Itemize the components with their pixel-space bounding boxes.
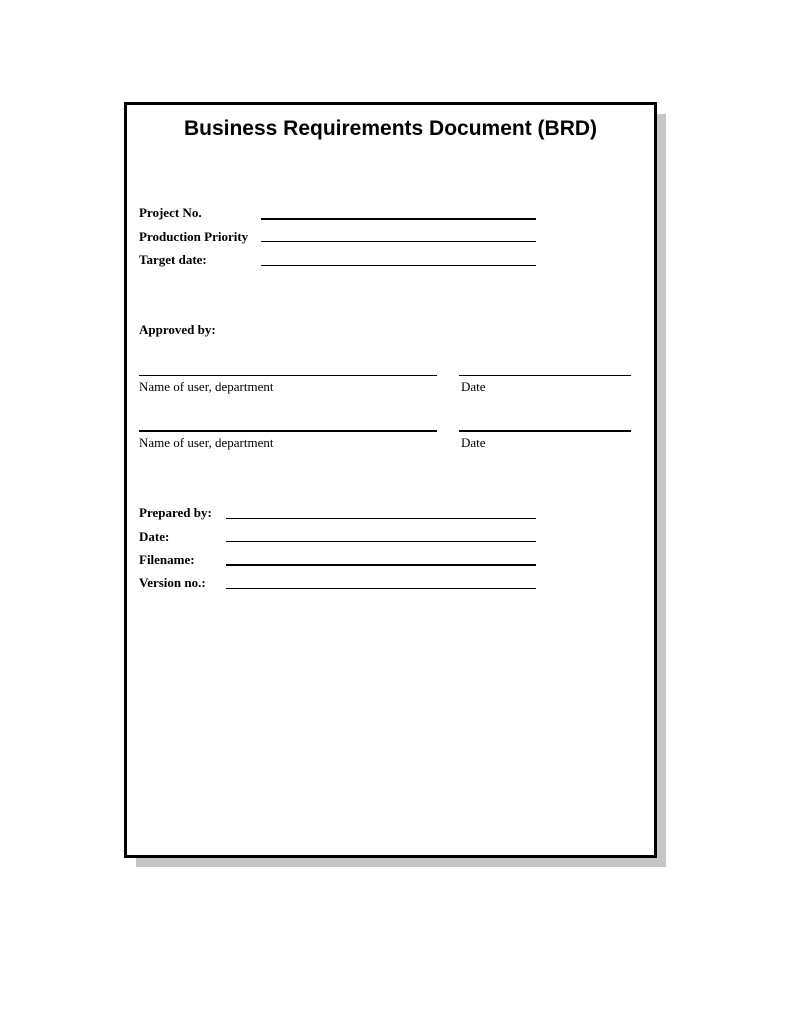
prepared-by-field[interactable] (226, 518, 536, 519)
version-no-label: Version no.: (139, 575, 206, 590)
date-field[interactable] (226, 541, 536, 542)
approver-1-date-caption: Date (461, 379, 486, 394)
project-no-label: Project No. (139, 205, 202, 220)
date-label: Date: (139, 529, 170, 544)
approved-by-heading: Approved by: (139, 322, 216, 337)
project-no-field[interactable] (261, 218, 536, 220)
prepared-by-label: Prepared by: (139, 505, 212, 520)
approver-2-date-line[interactable] (459, 430, 631, 432)
approver-2-signature-line[interactable] (139, 430, 437, 432)
approver-2-name-caption: Name of user, department (139, 435, 274, 450)
approver-1-name-caption: Name of user, department (139, 379, 274, 394)
document-page (124, 102, 657, 858)
filename-label: Filename: (139, 552, 195, 567)
target-date-label: Target date: (139, 252, 207, 267)
filename-field[interactable] (226, 564, 536, 566)
document-title: Business Requirements Document (BRD) (183, 117, 598, 140)
approver-1-signature-line[interactable] (139, 375, 437, 376)
approver-2-date-caption: Date (461, 435, 486, 450)
target-date-field[interactable] (261, 265, 536, 266)
production-priority-label: Production Priority (139, 229, 249, 244)
production-priority-field[interactable] (261, 241, 536, 242)
version-no-field[interactable] (226, 588, 536, 589)
approver-1-date-line[interactable] (459, 375, 631, 376)
